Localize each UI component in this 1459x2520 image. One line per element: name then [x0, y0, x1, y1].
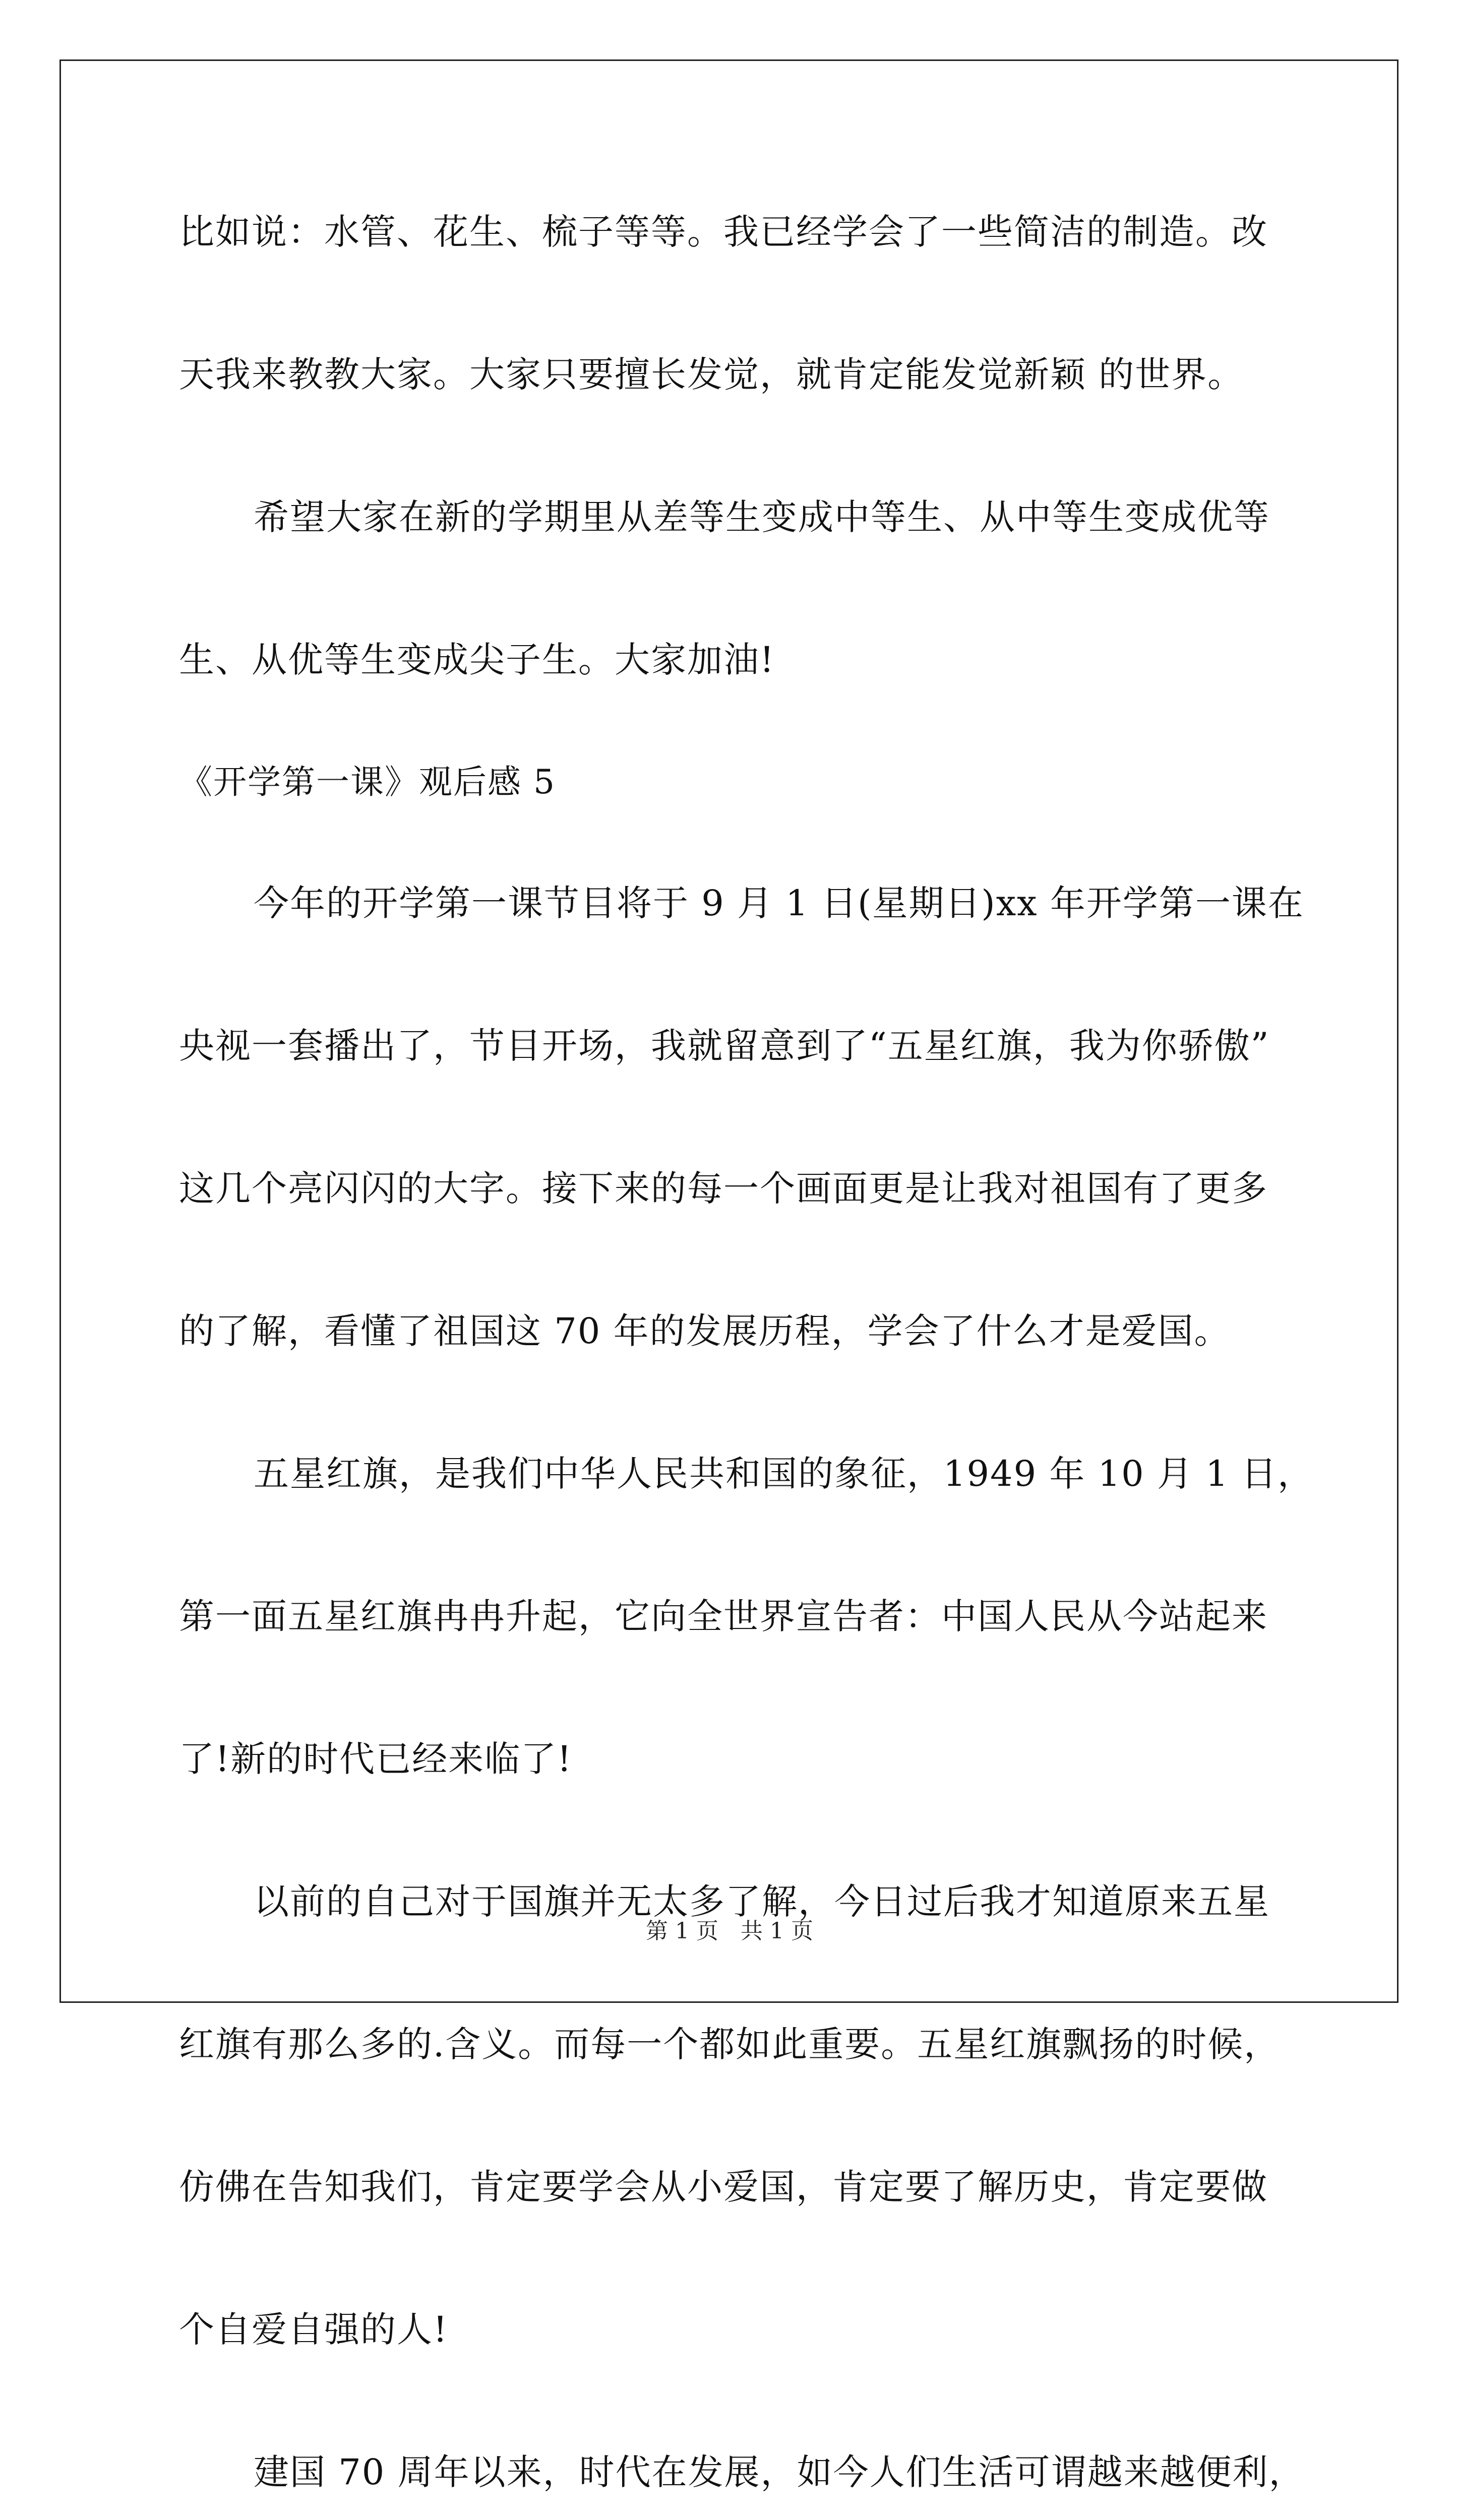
- paragraph-line: 建国 70 周年以来，时代在发展，如今人们生活可谓越来越便利，: [254, 2451, 1305, 2493]
- paragraph-line: 的了解，看懂了祖国这 70 年的发展历程，学会了什么才是爱国。: [179, 1310, 1231, 1352]
- paragraph-line: 红旗有那么多的.含义。而每一个都如此重要。五星红旗飘扬的时候，: [179, 2024, 1281, 2065]
- paragraph-line: 希望大家在新的学期里从差等生变成中等生、从中等生变成优等: [254, 496, 1270, 538]
- page-number: 第 1 页 共 1 页: [646, 1918, 813, 1944]
- document-body: [179, 181, 1314, 2520]
- paragraph-line: 今年的开学第一课节目将于 9 月 1 日(星期日)xx 年开学第一课在: [254, 883, 1304, 924]
- section-heading: 《开学第一课》观后感 5: [179, 763, 556, 801]
- paragraph-line: 比如说：水管、花生、梳子等等。我已经学会了一些简洁的制造。改: [179, 211, 1268, 253]
- paragraph-line: 天我来教教大家。大家只要擅长发觉，就肯定能发觉新颖 的世界。: [179, 354, 1244, 395]
- paragraph-line: 央视一套播出了，节目开场，我就留意到了“五星红旗，我为你骄傲”: [179, 1025, 1270, 1066]
- paragraph-line: 了!新的时代已经来临了!: [179, 1738, 573, 1780]
- paragraph-line: 仿佛在告知我们，肯定要学会从小爱国，肯定要了解历史，肯定要做: [179, 2166, 1268, 2208]
- paragraph-line: 这几个亮闪闪的大字。接下来的每一个画面更是让我对祖国有了更多: [179, 1168, 1268, 1209]
- paragraph-line: 个自爱自强的人!: [179, 2309, 449, 2350]
- paragraph-line: 五星红旗，是我们中华人民共和国的象征，1949 年 10 月 1 日，: [254, 1453, 1314, 1494]
- paragraph-line: 生、从优等生变成尖子生。大家加油!: [179, 639, 775, 680]
- paragraph-line: 第一面五星红旗冉冉升起，它向全世界宣告者：中国人民从今站起来: [179, 1596, 1268, 1637]
- paragraph-line: 以前的自己对于国旗并无太多了解，今日过后我才知道原来五星: [254, 1881, 1270, 1922]
